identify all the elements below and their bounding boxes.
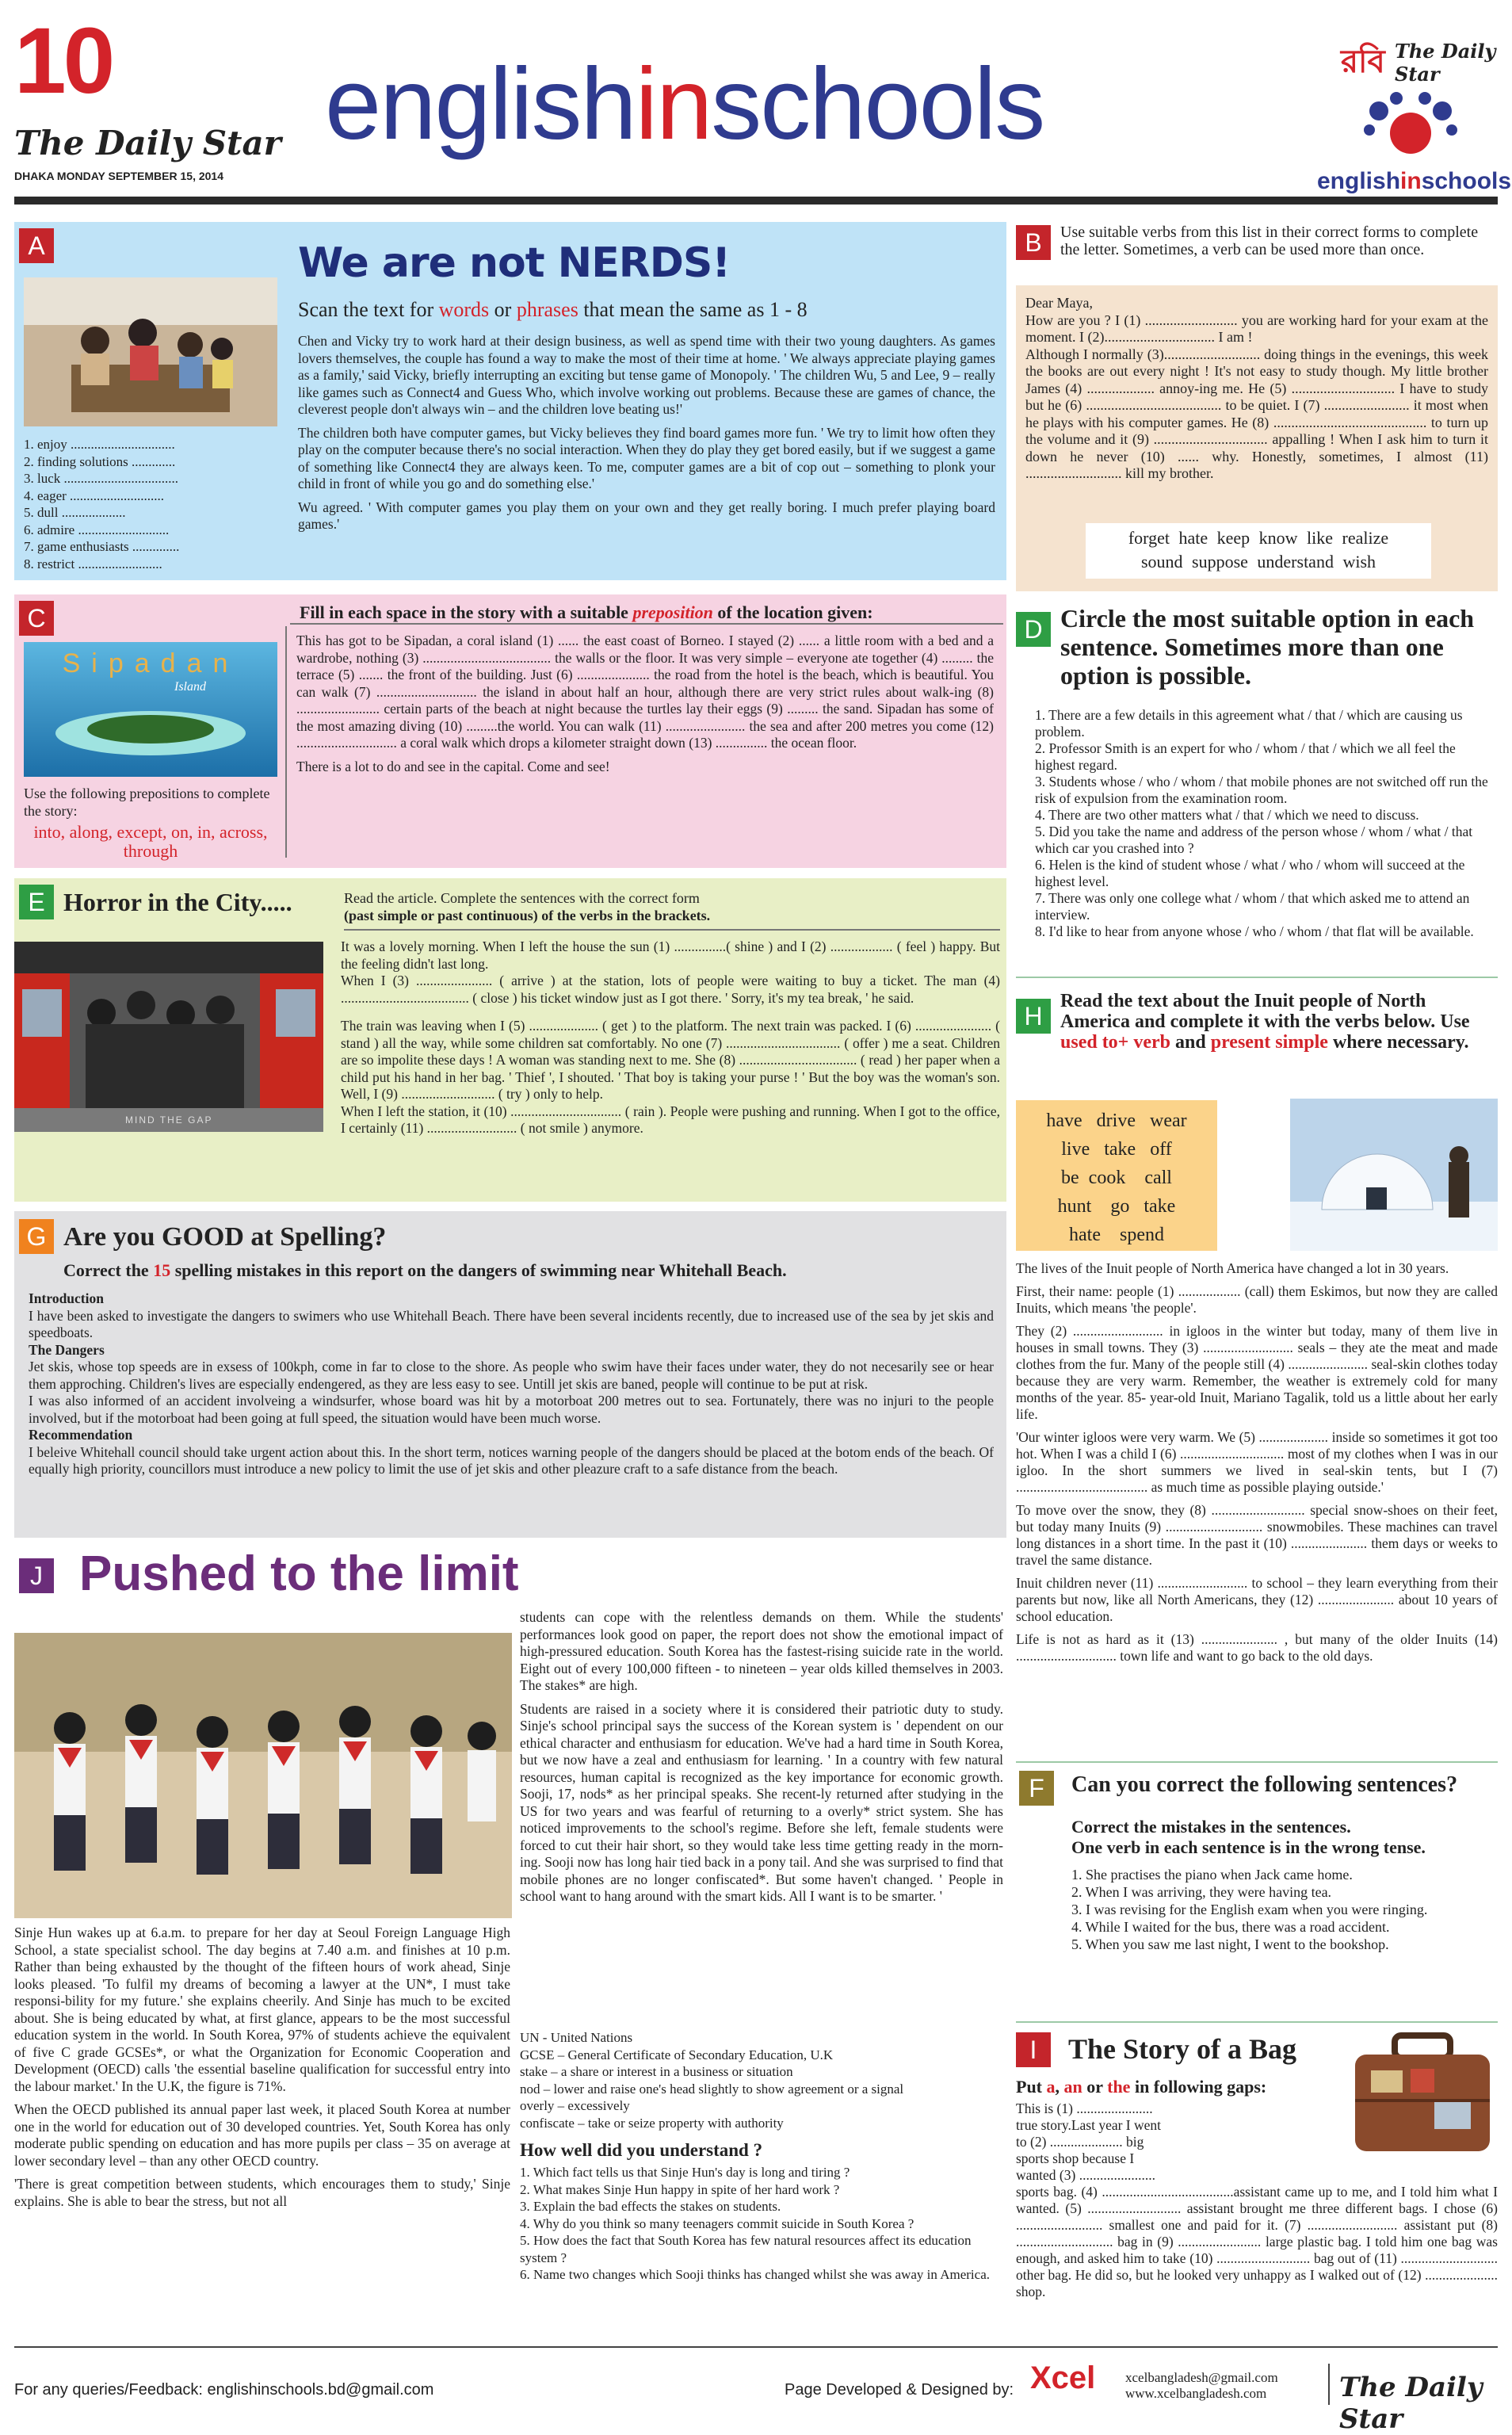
question-item: 4. Why do you think so many teenagers commit suicide in South Korea ? (520, 2215, 914, 2231)
students-photo (14, 1633, 512, 1918)
section-tag-h: H (1016, 999, 1051, 1034)
section-a (14, 222, 1006, 580)
paragraph: They (2) .......................... in igloos in the winter but today, many of them live in houses in small towns. They (3) .......................... seals – they ate the meat and made clothes from the fur. Many of the people still (4) ....................... seal-skin clothes today because they are very warm. Remember, the weather is extremely cold for many months of the year. 85- year-old Inuit, Mariano Tagalik, told us a little about her early life. (1016, 1323, 1498, 1422)
list-item: 1. She practises the piano when Jack came home. (1071, 1867, 1353, 1883)
story-line: to (2) ..................... big (1016, 2134, 1144, 2150)
instr-or: or (1082, 2077, 1108, 2097)
section-h (1016, 991, 1498, 1760)
section-j (14, 1546, 1006, 2338)
letter-box (1016, 285, 1498, 591)
section-tag-d: D (1016, 612, 1051, 647)
section-tag-i: I (1016, 2032, 1051, 2067)
list-item: 1. There are a few details in this agreement what / that / which are causing us problem. (1035, 707, 1463, 740)
question-item: 1. Which fact tells us that Sinje Hun's day is long and tiring ? (520, 2165, 850, 2180)
paragraph: Students are raised in a society where it is considered their patriotic duty to study. Sinje's school principal says the success of the Korean system is ' dependent on our ethical character and enthusiasm for education. We've had a hard time in South Korea, but we now have a zeal and enthusiasm for learning. ' In a country with few natural resources, human capital is recognized as the key importance for economic growth. Sooji, 17, nods* as her principal speaks. She recent-ly returned after studying in the US for two years and was fearful of returning to a overly* strict system. She has noticed improvements to the school's regime. Before she left, female students were forced to cut their hair short, so they would take less time getting ready in the morn-ing. Sooji now has long hair tied back in a pony tail. And she was surprised to find that mobile phones are no longer confiscated*. But some haven't changed. ' People in school want to hang around with the smart kids. All I want is to be smarter. ' (520, 1700, 1003, 1904)
paragraph: Jet skis, whose top speeds are in exsess of 100kph, come in far to close to the shore. As people who swim have their faces under water, they do not necesarily see or hear them approching. Children's lives are especially endengered, as they are less easy to see. Untill jet skis are baned, people will continue to be put at risk. (29, 1359, 994, 1392)
subheading: The Dangers (29, 1341, 105, 1358)
section-b-instruction: Use suitable verbs from this list in their correct forms to complete the letter. Sometimes, a verb can be used more than once. (1060, 224, 1479, 258)
paragraph: 'Our winter igloos were very warm. We (5) .................... inside so sometimes it got too hot. When I was a child I (6) .............................. most of my clothes when I was in our igloo. In the short summers we lived in seal-skin tents, but I (7) ...................................... as much time as possible playing outside.' (1016, 1429, 1498, 1495)
list-item: 7. game enthusiasts .............. (24, 539, 180, 554)
section-g-report (29, 1290, 994, 1478)
section-j-col2 (520, 1609, 1003, 1912)
dateline: DHAKA MONDAY SEPTEMBER 15, 2014 (14, 170, 224, 182)
verb-bank-line: be cook call (1061, 1168, 1172, 1188)
instr-em: preposition (632, 602, 713, 622)
word-bank (1086, 523, 1431, 579)
section-g-title: Are you GOOD at Spelling? (63, 1222, 387, 1252)
train-photo (14, 942, 323, 1132)
photo-caption: Sipadan (62, 648, 239, 679)
list-item: 2. Professor Smith is an expert for who / whom / that / which we all feel the highest regard. (1035, 740, 1456, 773)
questions-title: How well did you understand ? (520, 2140, 763, 2160)
preposition-list: into, along, except, on, in, across, through (33, 822, 268, 861)
section-tag-f: F (1019, 1771, 1054, 1806)
page-brand-title (325, 48, 1044, 161)
glossary-item: UN - United Nations (520, 2030, 633, 2045)
instr-a: a (1046, 2077, 1056, 2097)
list-item: 6. Helen is the kind of student whose / what / who / whom will succeed at the highest level. (1035, 857, 1465, 889)
logo-post: schools (1421, 168, 1512, 194)
paragraph: It was a lovely morning. When I left the house the sun (1) ...............( shine ) and I (2) .................. ( feel ) happy. But the feeling didn't last long. (341, 938, 1000, 972)
section-i (1016, 2029, 1498, 2346)
section-h-text (1016, 1260, 1498, 1671)
verb-bank-line: live take off (1061, 1139, 1172, 1160)
paragraph: When the OECD published its annual paper last week, it placed South Korea at number one in the world for education out of 30 developed countries. Yet, South Korea has only moderate public spending on education and has more pupils per class – 35 on average at lower secondary level – than any other OECD country. (14, 2101, 510, 2169)
glossary-item: nod – lower and raise one's head slightly to show agreement or a signal (520, 2081, 904, 2097)
letter-text (1025, 295, 1488, 483)
question-item: 3. Explain the bad effects the stakes on students. (520, 2199, 781, 2214)
instr-or: or (489, 298, 517, 321)
instr-text: Fill in each space in the story with a suitable (300, 602, 633, 622)
question-item: 5. How does the fact that South Korea has few natural resources affect its education system ? (520, 2233, 972, 2265)
paragraph: The train was leaving when I (5) .................... ( get ) to the platform. The next train was packed. I (6) ...................... ( stand ) all the way, while some children sat comfortably. No one (7) ................................. ( offer ) me a seat. Children are so impolite these days ! A woman was standing next to me. She (8) .................................. ( read ) her paper when a child put his hand in her bag. ' Thief ', I shouted. ' That boy is taking your purse ! ' But the boy was the woman's son. Well, I (9) ........................... ( try ) only to help. (341, 1018, 1000, 1102)
letter-line: How are you ? I (1) .......................... you are working hard for your exam at the moment. I (2)............................... I am ! (1025, 312, 1488, 345)
instr-the: the (1107, 2077, 1131, 2097)
glossary-item: stake – a share or interest in a business or situation (520, 2064, 793, 2079)
list-item: 3. I was revising for the English exam when you were ringing. (1071, 1902, 1428, 1917)
instr-post: that mean the same as 1 - 8 (578, 298, 808, 321)
divider (285, 626, 287, 858)
section-c-story (296, 633, 994, 782)
list-item: 7. There was only one college what / whom / that which asked me to attend an interview. (1035, 890, 1470, 923)
divider (1016, 1761, 1498, 1763)
brand-post: schools (711, 48, 1044, 161)
brand-mid: in (635, 48, 712, 161)
verb-bank (1016, 1100, 1217, 1251)
logo-pre: english (1317, 168, 1401, 194)
xcel-logo: Xcel (1030, 2360, 1096, 2395)
story-line: sports bag. (4) ......................................assistant came up to me, and I told him what I wanted. (5) ........................... assistant brought me three different bags. I chose (6) ......................... smallest one and paid for it. (7) .......................... assistant put (8) ............................ bag in (9) ........................ large plastic bag. I told him one bag was enough, and asked him to take (10) ........................... bag out of (11) ............................ other bag. He did so, but he looked very unhappy as I walked out of (12) ..................... shop. (1016, 2184, 1498, 2299)
section-a-article (298, 333, 995, 540)
section-d (1016, 604, 1498, 977)
family-games-photo (24, 277, 277, 426)
subheading: Recommendation (29, 1427, 133, 1443)
list-item: 2. finding solutions ............. (24, 453, 176, 469)
paragraph: When I left the station, it (10) ................................ ( rain ). People were pushing and running. When I got to the office, I certainly (11) .......................... ( not smile ) anymore. (341, 1103, 1000, 1136)
brand-pre: english (325, 48, 636, 161)
divider (344, 929, 1000, 931)
list-item: 8. I'd like to hear from anyone whose / who / whom / that flat will be available. (1035, 923, 1474, 939)
list-item: 6. admire ........................... (24, 522, 170, 537)
section-e-article (341, 938, 1000, 1144)
footer-rule (14, 2346, 1498, 2348)
page-number: 10 (14, 9, 113, 113)
section-f-heading: Can you correct the following sentences? (1071, 1772, 1458, 1797)
verb-bank-line: hunt go take (1057, 1196, 1176, 1217)
paragraph: The children both have computer games, but Vicky believes they find board games more fun. ' We try to limit how often they play on the computer because there's no social interaction. When they do play they get bored easily, but if we suggest a game of something like Connect4 they are always keen. To me, computer games are a bit of cop out – something to plonk your child in front of while you go and do something else.' (298, 424, 995, 491)
paragraph: I have been asked to investigate the dangers to swimers who use Whitehall Beach. There have been several incidents recently, due to increased use of the sea by jet skis and speedboats. (29, 1307, 994, 1340)
section-tag-c: C (19, 601, 54, 636)
section-tag-j: J (19, 1558, 54, 1593)
letter-line: Although I normally (3)........................... doing things in the evenings, this week the books are out every night ! It's not easy to study though. My little brother James (4) ................... annoy-ing me. He (5) ............................. I have to study but he (6) ...................................... to be quiet. I (7) ........................ it most when he plays with his computer games. He (8) ........................................... to turn up the volume and it (9) ................................ appalling ! When I ask him to turn it down he never (10) ...... why. Honestly, sometimes, I almost (11) ........................... kill my brother. (1025, 346, 1488, 481)
paragraph: Inuit children never (11) .......................... to school – they learn everything from their parents but now, like all North Americans, they (12) ...................... about 10 years of school education. (1016, 1575, 1498, 1624)
section-tag-e: E (19, 885, 54, 919)
list-item: 4. eager ............................ (24, 487, 165, 503)
paragraph: students can cope with the relentless demands on them. While the students' performances look good on paper, the report does not show the emotional impact of high-pressured education. South Korea has the fastest-rising suicide rate in the world. Eight out of every 100,000 fifteen - to nineteen – year olds killed themselves in 2003. The stakes* are high. (520, 1609, 1003, 1693)
section-g (14, 1211, 1006, 1538)
section-i-heading: The Story of a Bag (1068, 2033, 1296, 2065)
question-item: 2. What makes Sinje Hun happy in spite of her hard work ? (520, 2181, 840, 2197)
section-e-title: Horror in the City..... (63, 888, 292, 916)
instr-line: Read the article. Complete the sentences with the correct form (344, 890, 700, 906)
instr-post: in following gaps: (1130, 2077, 1267, 2097)
paragraph: First, their name: people (1) .................. (call) them Eskimos, but now they are called Inuits, which means 'the people'. (1016, 1283, 1498, 1316)
instr-text: Scan the text for (298, 298, 439, 321)
section-i-instruction (1016, 2077, 1266, 2097)
section-tag-a: A (19, 228, 54, 263)
verb-bank-line: hate spend (1069, 1225, 1164, 1245)
photo-text: MIND THE GAP (125, 1114, 213, 1126)
list-item: 5. Did you take the name and address of the person whose / whom / what / that which car you crashed into ? (1035, 824, 1473, 856)
paragraph: I beleive Whitehall council should take urgent action about this. In the short term, notices warning people of the dangers should be placed at the botom ends of the beach. Of equally high priority, councillors must introduce a new policy to limit the use of jet skis and other pleazure craft to a safe distance from the beach. (29, 1443, 994, 1477)
section-f (1016, 1768, 1498, 2021)
footer-web[interactable]: www.xcelbangladesh.com (1125, 2386, 1267, 2401)
igloo-photo (1290, 1099, 1498, 1251)
list-item: 4. There are two other matters what / that / which we need to discuss. (1035, 807, 1419, 823)
section-a-title: We are not NERDS! (298, 239, 731, 287)
section-j-col1 (14, 1925, 510, 2216)
section-f-list (1071, 1866, 1491, 1953)
instr-line: (past simple or past continuous) of the verbs in the brackets. (344, 908, 711, 923)
divider (1328, 2364, 1330, 2405)
header-rule (14, 197, 1498, 205)
questions-list (520, 2164, 1003, 2284)
heading-used: used to+ verb (1060, 1032, 1171, 1053)
paragraph: The lives of the Inuit people of North America have changed a lot in 30 years. (1016, 1260, 1449, 1276)
section-c-side-note: Use the following prepositions to complete the story: (24, 786, 270, 819)
section-b (1016, 222, 1498, 591)
glossary-item: GCSE – General Certificate of Secondary Education, U.K (520, 2047, 834, 2062)
list-item: 8. restrict ......................... (24, 556, 162, 571)
question-item: 6. Name two changes which Sooji thinks has changed whilst she was away in America. (520, 2267, 990, 2282)
section-c (14, 594, 1006, 868)
letter-line: Dear Maya, (1025, 295, 1093, 311)
heading-and: and (1170, 1032, 1211, 1053)
footer-masthead: The Daily Star (1339, 2372, 1483, 2435)
story-line: wanted (3) ...................... (1016, 2167, 1155, 2183)
section-a-list (24, 436, 179, 572)
list-item: 5. When you saw me last night, I went to the bookshop. (1071, 1936, 1389, 1952)
footer-contact (1125, 2370, 1278, 2402)
section-d-list (1035, 707, 1495, 940)
divider (1016, 977, 1498, 978)
instr-num: 15 (153, 1260, 171, 1280)
section-tag-g: G (19, 1219, 54, 1254)
story-line: sports shop because I (1016, 2150, 1135, 2166)
list-item: 2. When I was arriving, they were having tea. (1071, 1884, 1332, 1900)
paragraph: There is a lot to do and see in the capital. Come and see! (296, 758, 610, 774)
section-tag-b: B (1016, 225, 1051, 260)
instr-phrases: phrases (516, 298, 578, 321)
sipadan-island-photo (24, 642, 277, 777)
paragraph: Chen and Vicky try to work hard at their design business, as well as spend time with their two young daughters. As games lovers themselves, the couple has found a way to make the most of their time at home. ' We always appreciate playing games as a family,' said Vicky, briefly interrupting an exciting but tense game of Monopoly. ' The children Wu, 5 and Lee, 9 – really like games such as Connect4 and Guess Who, which involve working out problems. Because these are games of chance, the cleverest people don't always win – and the children love beating us!' (298, 333, 995, 417)
paragraph: Life is not as hard as it (13) ...................... , but many of the older Inuits (14) ............................. town life and want to go back to the old days. (1016, 1631, 1498, 1664)
list-item: 5. dull ................... (24, 505, 126, 520)
masthead-logo-small: The Daily Star (1395, 40, 1496, 86)
story-line: true story.Last year I went (1016, 2117, 1162, 2133)
section-c-instruction (300, 602, 873, 623)
section-e-instruction (344, 889, 788, 924)
instr-text: Correct the (63, 1260, 154, 1280)
instr-comma: , (1055, 2077, 1064, 2097)
glossary-item: confiscate – take or seize property with authority (520, 2115, 784, 2131)
paragraph: To move over the snow, they (8) ........................... special snow-shoes on their feet, but today many Inuits (9) ............................ snowmobiles. These machines can travel long distances in a short time. In the past it (10) ...................... them days or weeks to travel the same distance. (1016, 1502, 1498, 1568)
instr-post: spelling mistakes in this report on the dangers of swimming near Whitehall Beach. (170, 1260, 787, 1280)
section-g-instruction (63, 1260, 787, 1281)
paragraph: Wu agreed. ' With computer games you play them on your own and they get really boring. I much prefer playing board games.' (298, 499, 995, 532)
footer-developed-by: Page Developed & Designed by: (785, 2381, 1014, 2399)
instr-line: Correct the mistakes in the sentences. (1071, 1817, 1351, 1837)
instr-words: words (438, 298, 490, 321)
footer-email[interactable]: xcelbangladesh@gmail.com (1125, 2370, 1278, 2385)
list-item: 1. enjoy ............................... (24, 437, 175, 452)
photo-subcaption: Island (174, 680, 206, 694)
subheading: Introduction (29, 1290, 104, 1306)
word-bank-line: forget hate keep know like realize (1128, 528, 1389, 548)
list-item: 4. While I waited for the bus, there was a road accident. (1071, 1919, 1390, 1935)
section-f-instruction (1071, 1817, 1491, 1858)
list-item: 3. luck .................................. (24, 471, 179, 486)
divider (290, 623, 1003, 625)
instr-an: an (1063, 2077, 1082, 2097)
section-a-instruction (298, 298, 808, 322)
section-d-heading: Circle the most suitable option in each sentence. Sometimes more than one option is possible. (1060, 604, 1475, 690)
logo-text (1317, 168, 1511, 195)
instr-line: One verb in each sentence is in the wrong tense. (1071, 1837, 1426, 1857)
section-j-title: Pushed to the limit (79, 1546, 519, 1601)
paragraph: This has got to be Sipadan, a coral island (1) ...... the east coast of Borneo. I stayed (2) ...... a little room with a bed and a wardrobe, nothing (3) ..................................... the walls or the floor. It was very simple – everyone ate together (4) ......... the terrace (5) ....... the front of the building. Just (6) ..................... the road from the hotel is the beach, which is beautiful. You can walk (7) ............................. the island in about half an hour, although there are very strict rules about walk-ing (8) ........................ certain parts of the beach at night because the turtles lay their eggs (9) ......... the sand. Sipadan has some of the most amazing diving (10) .........the world. You can walk (11) ....................... the sea and after 200 metres you come (12) ............................. a coral walk which drops a kilometer straight down (13) ............... the ocean floor. (296, 633, 994, 751)
heading-present: present simple (1210, 1032, 1328, 1053)
logo-mid: in (1400, 168, 1422, 194)
paragraph: When I (3) ...................... ( arrive ) at the station, lots of people were waiting to buy a ticket. The man (4) ..................................... ( close ) his ticket window just as I got there. ' Sorry, it's my tea break, ' he said. (341, 973, 1000, 1006)
section-e (14, 878, 1006, 1202)
divider (1016, 2021, 1498, 2023)
story-line: This is (1) ...................... (1016, 2101, 1153, 2116)
section-h-heading (1060, 991, 1496, 1053)
heading-tail: where necessary. (1327, 1032, 1469, 1053)
footer-queries: For any queries/Feedback: englishinschools.bd@gmail.com (14, 2381, 434, 2399)
english-in-schools-logo-icon (1347, 87, 1474, 166)
heading-text: Read the text about the Inuit people of North America and complete it with the verbs below. Use (1060, 991, 1470, 1032)
paragraph: I was also informed of an accident involveing a windsurfer, whose board was hit by a motorboat 200 metres out to sea. Fortunately, there was no injuri to the people involved, but if the motorboat had been going at full speed, the situation would have been much worse. (29, 1393, 994, 1426)
glossary-item: overly – excessively (520, 2098, 630, 2113)
masthead-logo: The Daily Star (14, 124, 281, 162)
word-bank-line: sound suppose understand wish (1140, 552, 1376, 571)
section-i-story (1016, 2101, 1498, 2300)
list-item: 3. Students whose / who / whom / that mobile phones are not switched off run the risk of expulsion from the examination room. (1035, 774, 1488, 806)
instr-text: Put (1016, 2077, 1047, 2097)
glossary (520, 2029, 1003, 2131)
paragraph: 'There is great competition between students, which encourages them to study,' Sinje explains. She is able to bear the stress, but not all (14, 2176, 510, 2209)
instr-post: of the location given: (712, 602, 873, 622)
paragraph: Sinje Hun wakes up at 6.a.m. to prepare for her day at Seoul Foreign Language High School, a state specialist school. The day begins at 7.40 a.m. and finishes at 10 p.m. Rather than being exhausted by the thought of the fifteen hours of work ahead, Sinje looks pleased. 'To fulfil my dreams of becoming a lawyer at the UN*, I must take responsi-bility for my future.' she explains cheerily. And Sinje has much to be excited about. She is being educated by what, at first glance, appears to be the most successful education system in the world. In South Korea, 97% of students achieve the equivalent of five C grade GCSEs*, or what the Organization for Economic Cooperation and Development (OECD) calls 'the essential baseline qualification for successful entry into the labour market.' In the U.K, the figure is 71%. (14, 1925, 510, 2094)
rabi-logo: রবি (1341, 44, 1385, 80)
verb-bank-line: have drive wear (1046, 1110, 1187, 1131)
